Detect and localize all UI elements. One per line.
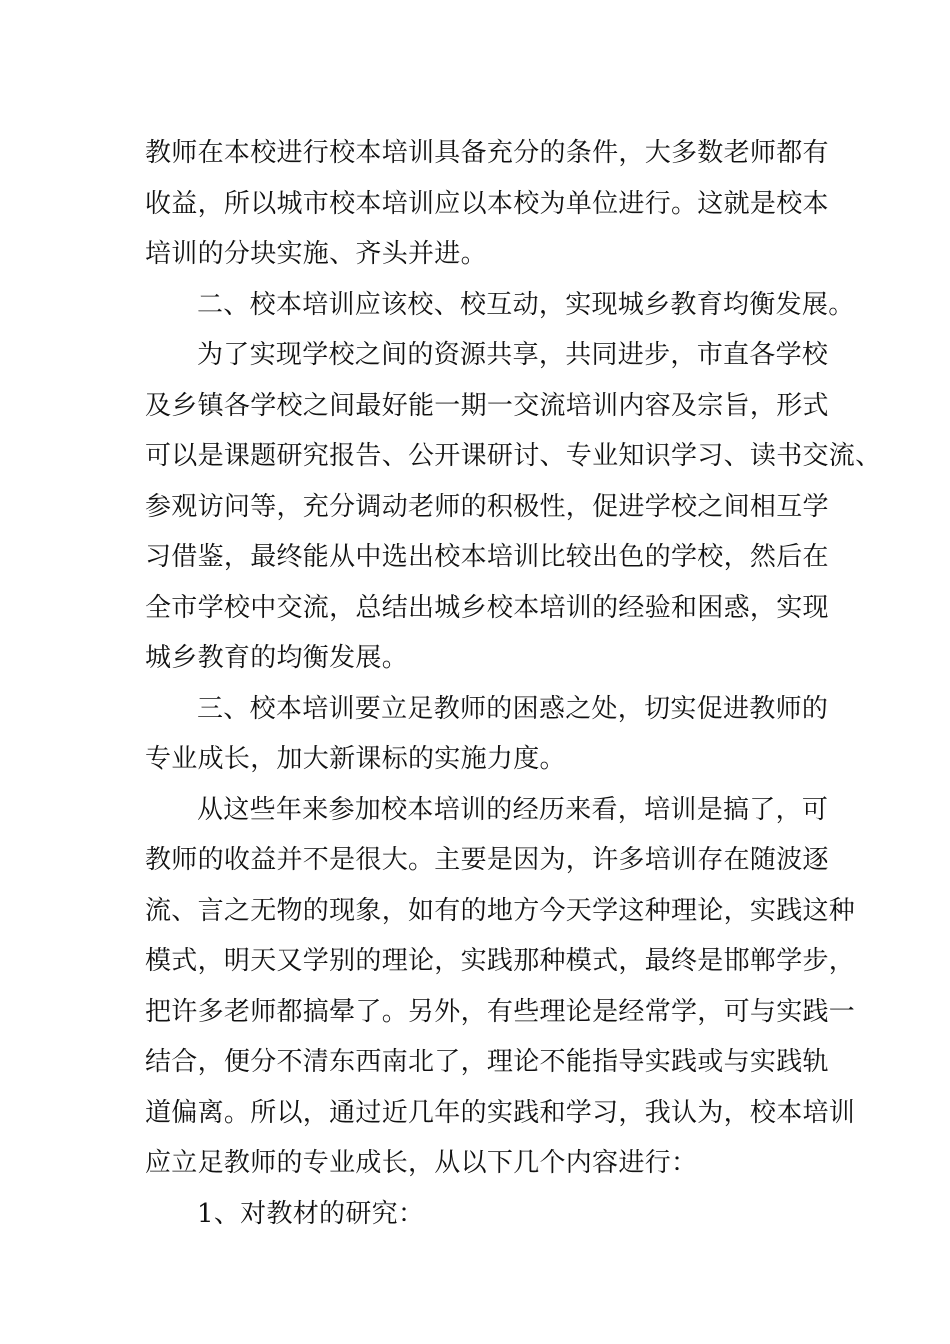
text-line: 培训的分块实施、齐头并进。	[145, 239, 487, 269]
text-line: 教师的收益并不是很大。主要是因为，许多培训存在随波逐	[145, 845, 829, 875]
text-line: 道偏离。所以，通过近几年的实践和学习，我认为，校本培训	[145, 1097, 856, 1128]
text-line: 收益，所以城市校本培训应以本校为单位进行。这就是校本	[145, 188, 829, 219]
text-line: 全市学校中交流，总结出城乡校本培训的经验和困惑，实现	[145, 592, 829, 623]
text-line: 从这些年来参加校本培训的经历来看，培训是搞了，可	[197, 794, 829, 825]
list-item-heading: 1、对教材的研究：	[197, 1198, 425, 1229]
text-line: 及乡镇各学校之间最好能一期一交流培训内容及宗旨，形式	[145, 390, 829, 421]
text-line: 专业成长，加大新课标的实施力度。	[145, 744, 566, 774]
text-line: 可以是课题研究报告、公开课研讨、专业知识学习、读书交流、	[145, 441, 882, 471]
text-line: 应立足教师的专业成长，从以下几个内容进行：	[145, 1148, 698, 1178]
text-line: 城乡教育的均衡发展。	[145, 643, 409, 673]
section-heading: 二、校本培训应该校、校互动，实现城乡教育均衡发展。	[197, 289, 855, 320]
section-heading: 三、校本培训要立足教师的困惑之处，切实促进教师的	[197, 693, 829, 724]
document-body	[145, 128, 882, 1239]
text-line: 习借鉴，最终能从中选出校本培训比较出色的学校，然后在	[145, 542, 829, 572]
text-line: 流、言之无物的现象，如有的地方今天学这种理论，实践这种	[145, 895, 856, 926]
text-line: 把许多老师都搞晕了。另外，有些理论是经常学，可与实践一	[145, 996, 856, 1027]
text-line: 模式，明天又学别的理论，实践那种模式，最终是邯郸学步，	[145, 946, 856, 976]
text-line: 结合，便分不清东西南北了，理论不能指导实践或与实践轨	[145, 1047, 829, 1077]
text-line: 为了实现学校之间的资源共享，共同进步，市直各学校	[197, 340, 829, 370]
text-line: 教师在本校进行校本培训具备充分的条件，大多数老师都有	[145, 138, 829, 168]
text-line: 参观访问等，充分调动老师的积极性，促进学校之间相互学	[145, 491, 829, 522]
